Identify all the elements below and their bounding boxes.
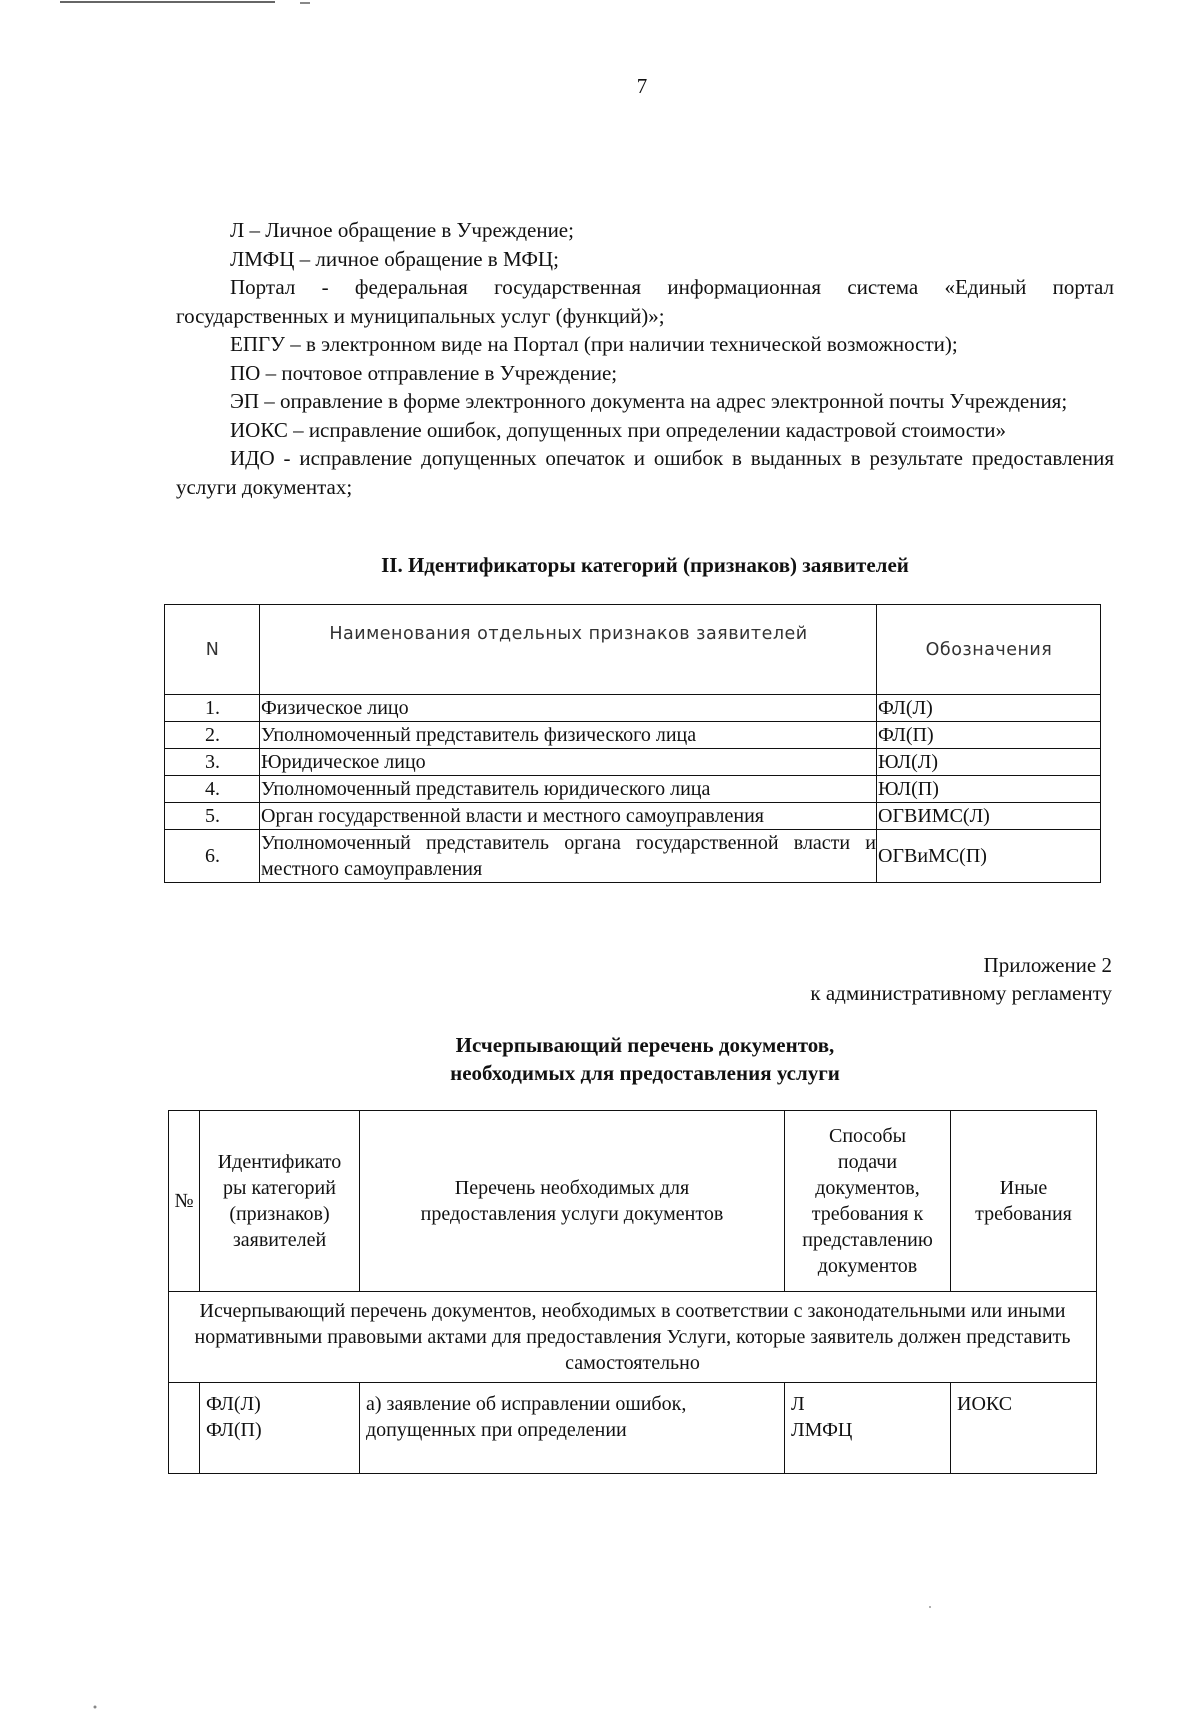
header-line: требования xyxy=(975,1203,1072,1225)
legend-item: Л – Личное обращение в Учреждение; xyxy=(230,218,574,242)
row-id: ФЛ(П) xyxy=(206,1419,262,1441)
section-title xyxy=(176,553,1114,578)
column-header xyxy=(785,1111,951,1292)
row-methods xyxy=(785,1383,951,1474)
header-line: подачи xyxy=(837,1151,898,1173)
header-line: ры категорий xyxy=(223,1177,336,1199)
column-header: № xyxy=(169,1111,200,1292)
abbreviation-legend xyxy=(176,216,1114,501)
row-ids xyxy=(200,1383,360,1474)
header-line: Перечень необходимых для xyxy=(454,1177,690,1199)
table-row xyxy=(169,1383,1097,1474)
row-other: ИОКС xyxy=(951,1383,1097,1474)
legend-item: ЛМФЦ – личное обращение в МФЦ; xyxy=(230,246,559,271)
row-number: 1. xyxy=(165,695,260,722)
row-id: ФЛ(Л) xyxy=(206,1393,261,1415)
header-line: Иные xyxy=(999,1177,1048,1199)
annex-subtitle: к административному регламенту xyxy=(810,981,1112,1005)
table-row xyxy=(165,803,1101,830)
legend-item: ЕПГУ – в электронном виде на Портал (при наличии технической возможности); xyxy=(230,332,958,356)
row-name: Уполномоченный представитель органа государственной власти и местного самоуправления xyxy=(260,830,877,883)
row-code: ФЛ(Л) xyxy=(877,695,1101,722)
section-row-text: Исчерпывающий перечень документов, необходимых в соответствии с законодательными или иными нормативными правовыми актами для предоставления Услуги, которые заявитель должен представить самостоятельно xyxy=(169,1292,1097,1383)
header-line: Идентификато xyxy=(217,1151,342,1173)
table-header-row xyxy=(165,605,1101,695)
column-header xyxy=(951,1111,1097,1292)
row-name: Уполномоченный представитель юридического лица xyxy=(260,776,877,803)
header-line: предоставления услуги документов xyxy=(420,1203,724,1225)
row-method: Л xyxy=(791,1393,805,1415)
row-code: ЮЛ(П) xyxy=(877,776,1101,803)
row-code: ФЛ(П) xyxy=(877,722,1101,749)
header-line: заявителей xyxy=(232,1229,327,1251)
scan-edge-mark xyxy=(0,0,1200,40)
header-line: требования к xyxy=(811,1203,924,1225)
header-line: документов xyxy=(817,1255,918,1277)
column-header xyxy=(200,1111,360,1292)
page-number: 7 xyxy=(636,74,648,98)
header-line: документов, xyxy=(815,1177,920,1199)
column-header: N xyxy=(165,605,260,695)
header-line: (признаков) xyxy=(229,1203,330,1225)
documents-table xyxy=(168,1110,1097,1474)
column-header: Наименования отдельных признаков заявителей xyxy=(260,605,877,695)
row-number: 3. xyxy=(165,749,260,776)
row-name: Физическое лицо xyxy=(260,695,877,722)
row-name: Уполномоченный представитель физического лица xyxy=(260,722,877,749)
section-heading: II. Идентификаторы категорий (признаков) заявителей xyxy=(381,553,909,577)
table-row xyxy=(165,776,1101,803)
table-row xyxy=(165,749,1101,776)
list-title xyxy=(176,1031,1114,1087)
header-line: представлению xyxy=(802,1229,933,1251)
row-code: ОГВИМС(Л) xyxy=(877,803,1101,830)
column-header: Обозначения xyxy=(877,605,1101,695)
row-method: ЛМФЦ xyxy=(791,1419,853,1441)
row-number: 4. xyxy=(165,776,260,803)
legend-item: ИОКС – исправление ошибок, допущенных при определении кадастровой стоимости» xyxy=(230,417,1006,442)
row-number: 6. xyxy=(165,830,260,883)
row-name: Орган государственной власти и местного самоуправления xyxy=(260,803,877,830)
list-title-line: Исчерпывающий перечень документов, xyxy=(455,1033,835,1057)
row-name: Юридическое лицо xyxy=(260,749,877,776)
row-number: 2. xyxy=(165,722,260,749)
list-title-line: необходимых для предоставления услуги xyxy=(450,1061,840,1085)
table-section-row xyxy=(169,1292,1097,1383)
table-row xyxy=(165,830,1101,883)
legend-item: ИДО - исправление допущенных опечаток и ошибок в выданных в результате предоставления услуги документах; xyxy=(176,446,1114,499)
column-header xyxy=(360,1111,785,1292)
annex-number: Приложение 2 xyxy=(983,953,1112,977)
table-row xyxy=(165,722,1101,749)
row-code: ЮЛ(Л) xyxy=(877,749,1101,776)
table-header-row xyxy=(169,1111,1097,1292)
row-number: 5. xyxy=(165,803,260,830)
row-document: а) заявление об исправлении ошибок, допущенных при определении xyxy=(360,1383,785,1474)
applicant-categories-table xyxy=(164,604,1101,883)
row-number xyxy=(169,1383,200,1474)
legend-item: ПО – почтовое отправление в Учреждение; xyxy=(230,360,618,385)
header-line: Способы xyxy=(828,1125,907,1147)
row-code: ОГВиМС(П) xyxy=(877,830,1101,883)
legend-item: Портал - федеральная государственная информационная система «Единый портал государственных и муниципальных услуг (функций)»; xyxy=(176,275,1114,328)
legend-item: ЭП – оправление в форме электронного документа на адрес электронной почты Учреждения; xyxy=(230,389,1068,413)
table-row xyxy=(165,695,1101,722)
annex-reference xyxy=(810,951,1112,1007)
